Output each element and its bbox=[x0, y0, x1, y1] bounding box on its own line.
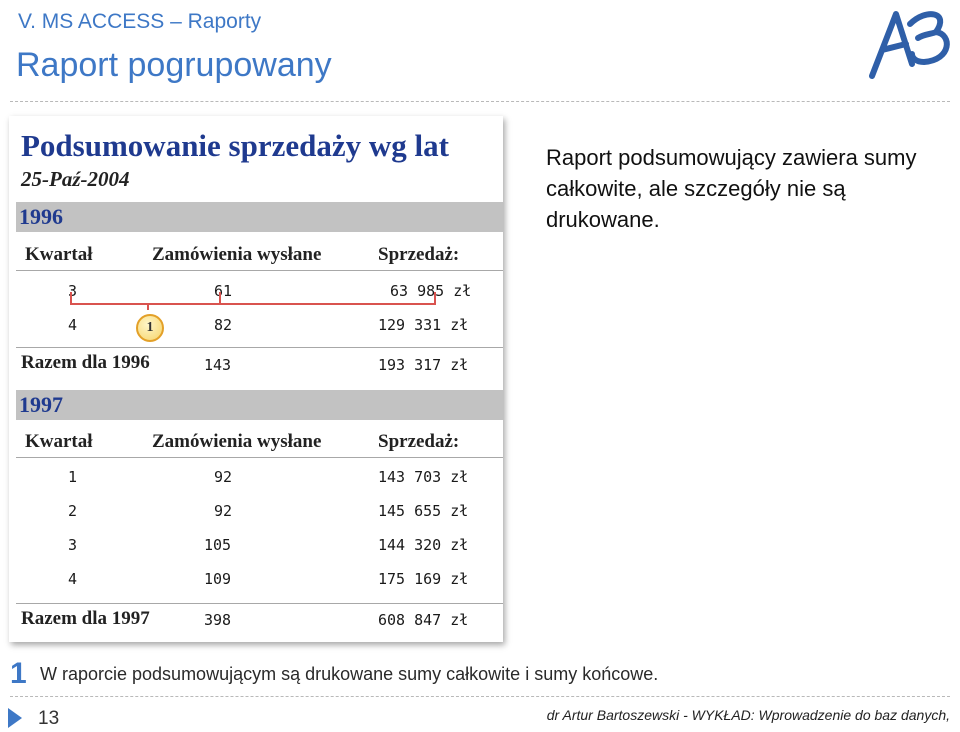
group-total-sprzedaz: 608 847 zł bbox=[378, 611, 469, 629]
group-year: 1996 bbox=[19, 204, 63, 229]
cell-sprzedaz: 175 169 zł bbox=[378, 570, 469, 588]
report-screenshot bbox=[9, 116, 503, 642]
slide-subtitle: V. MS ACCESS – Raporty bbox=[18, 10, 262, 33]
callout-number-badge: 1 bbox=[136, 314, 164, 342]
cell-kwartal: 3 bbox=[68, 282, 78, 300]
cell-zamowienia: 61 bbox=[214, 282, 233, 300]
detail-bracket bbox=[69, 290, 439, 310]
group-total-sprzedaz: 193 317 zł bbox=[378, 356, 469, 374]
group-total-label: Razem dla 1997 bbox=[21, 608, 150, 629]
report-date: 25-Paź-2004 bbox=[21, 167, 130, 191]
row-divider bbox=[16, 347, 503, 348]
row-divider bbox=[16, 603, 503, 604]
cell-sprzedaz: 144 320 zł bbox=[378, 536, 469, 554]
column-header-kwartal: Kwartał bbox=[25, 431, 93, 452]
cell-zamowienia: 105 bbox=[204, 536, 232, 554]
group-total-zamowienia: 398 bbox=[204, 611, 232, 629]
column-header-zamowienia: Zamówienia wysłane bbox=[152, 244, 322, 265]
report-title: Podsumowanie sprzedaży wg lat bbox=[21, 128, 449, 163]
cell-sprzedaz: 145 655 zł bbox=[378, 502, 469, 520]
row-divider bbox=[16, 270, 503, 271]
column-header-zamowienia: Zamówienia wysłane bbox=[152, 431, 322, 452]
top-divider bbox=[10, 101, 950, 102]
column-header-sprzedaz: Sprzedaż: bbox=[378, 244, 460, 265]
column-header-sprzedaz: Sprzedaż: bbox=[378, 431, 460, 452]
cell-zamowienia: 109 bbox=[204, 570, 232, 588]
cell-kwartal: 2 bbox=[68, 502, 78, 520]
group-total-label: Razem dla 1996 bbox=[21, 352, 150, 373]
cell-kwartal: 1 bbox=[68, 468, 78, 486]
cell-sprzedaz: 129 331 zł bbox=[378, 316, 469, 334]
group-total-zamowienia: 143 bbox=[204, 356, 232, 374]
row-divider bbox=[16, 457, 503, 458]
footnote-number: 1 bbox=[10, 657, 27, 690]
cell-kwartal: 4 bbox=[68, 570, 78, 588]
cell-zamowienia: 82 bbox=[214, 316, 233, 334]
description-text: Raport podsumowujący zawiera sumy całkowite, ale szczegóły nie są drukowane. bbox=[546, 145, 917, 232]
cell-sprzedaz: 143 703 zł bbox=[378, 468, 469, 486]
slide-title: Raport pogrupowany bbox=[16, 46, 332, 84]
footnote-text: W raporcie podsumowującym są drukowane sumy całkowite i sumy końcowe. bbox=[40, 664, 659, 684]
year-band-1996 bbox=[16, 202, 503, 232]
group-year: 1997 bbox=[19, 392, 63, 417]
footer-author: dr Artur Bartoszewski - WYKŁAD: Wprowadzenie do baz danych, bbox=[546, 707, 950, 723]
ab-logo bbox=[866, 4, 956, 82]
cell-zamowienia: 92 bbox=[214, 468, 233, 486]
year-band-1997 bbox=[16, 390, 503, 420]
cell-sprzedaz: 63 985 zł bbox=[390, 282, 472, 300]
cell-kwartal: 4 bbox=[68, 316, 78, 334]
column-header-kwartal: Kwartał bbox=[25, 244, 93, 265]
page-number: 13 bbox=[38, 708, 60, 729]
play-arrow-icon bbox=[8, 708, 22, 728]
cell-kwartal: 3 bbox=[68, 536, 78, 554]
bottom-divider bbox=[10, 696, 950, 697]
cell-zamowienia: 92 bbox=[214, 502, 233, 520]
